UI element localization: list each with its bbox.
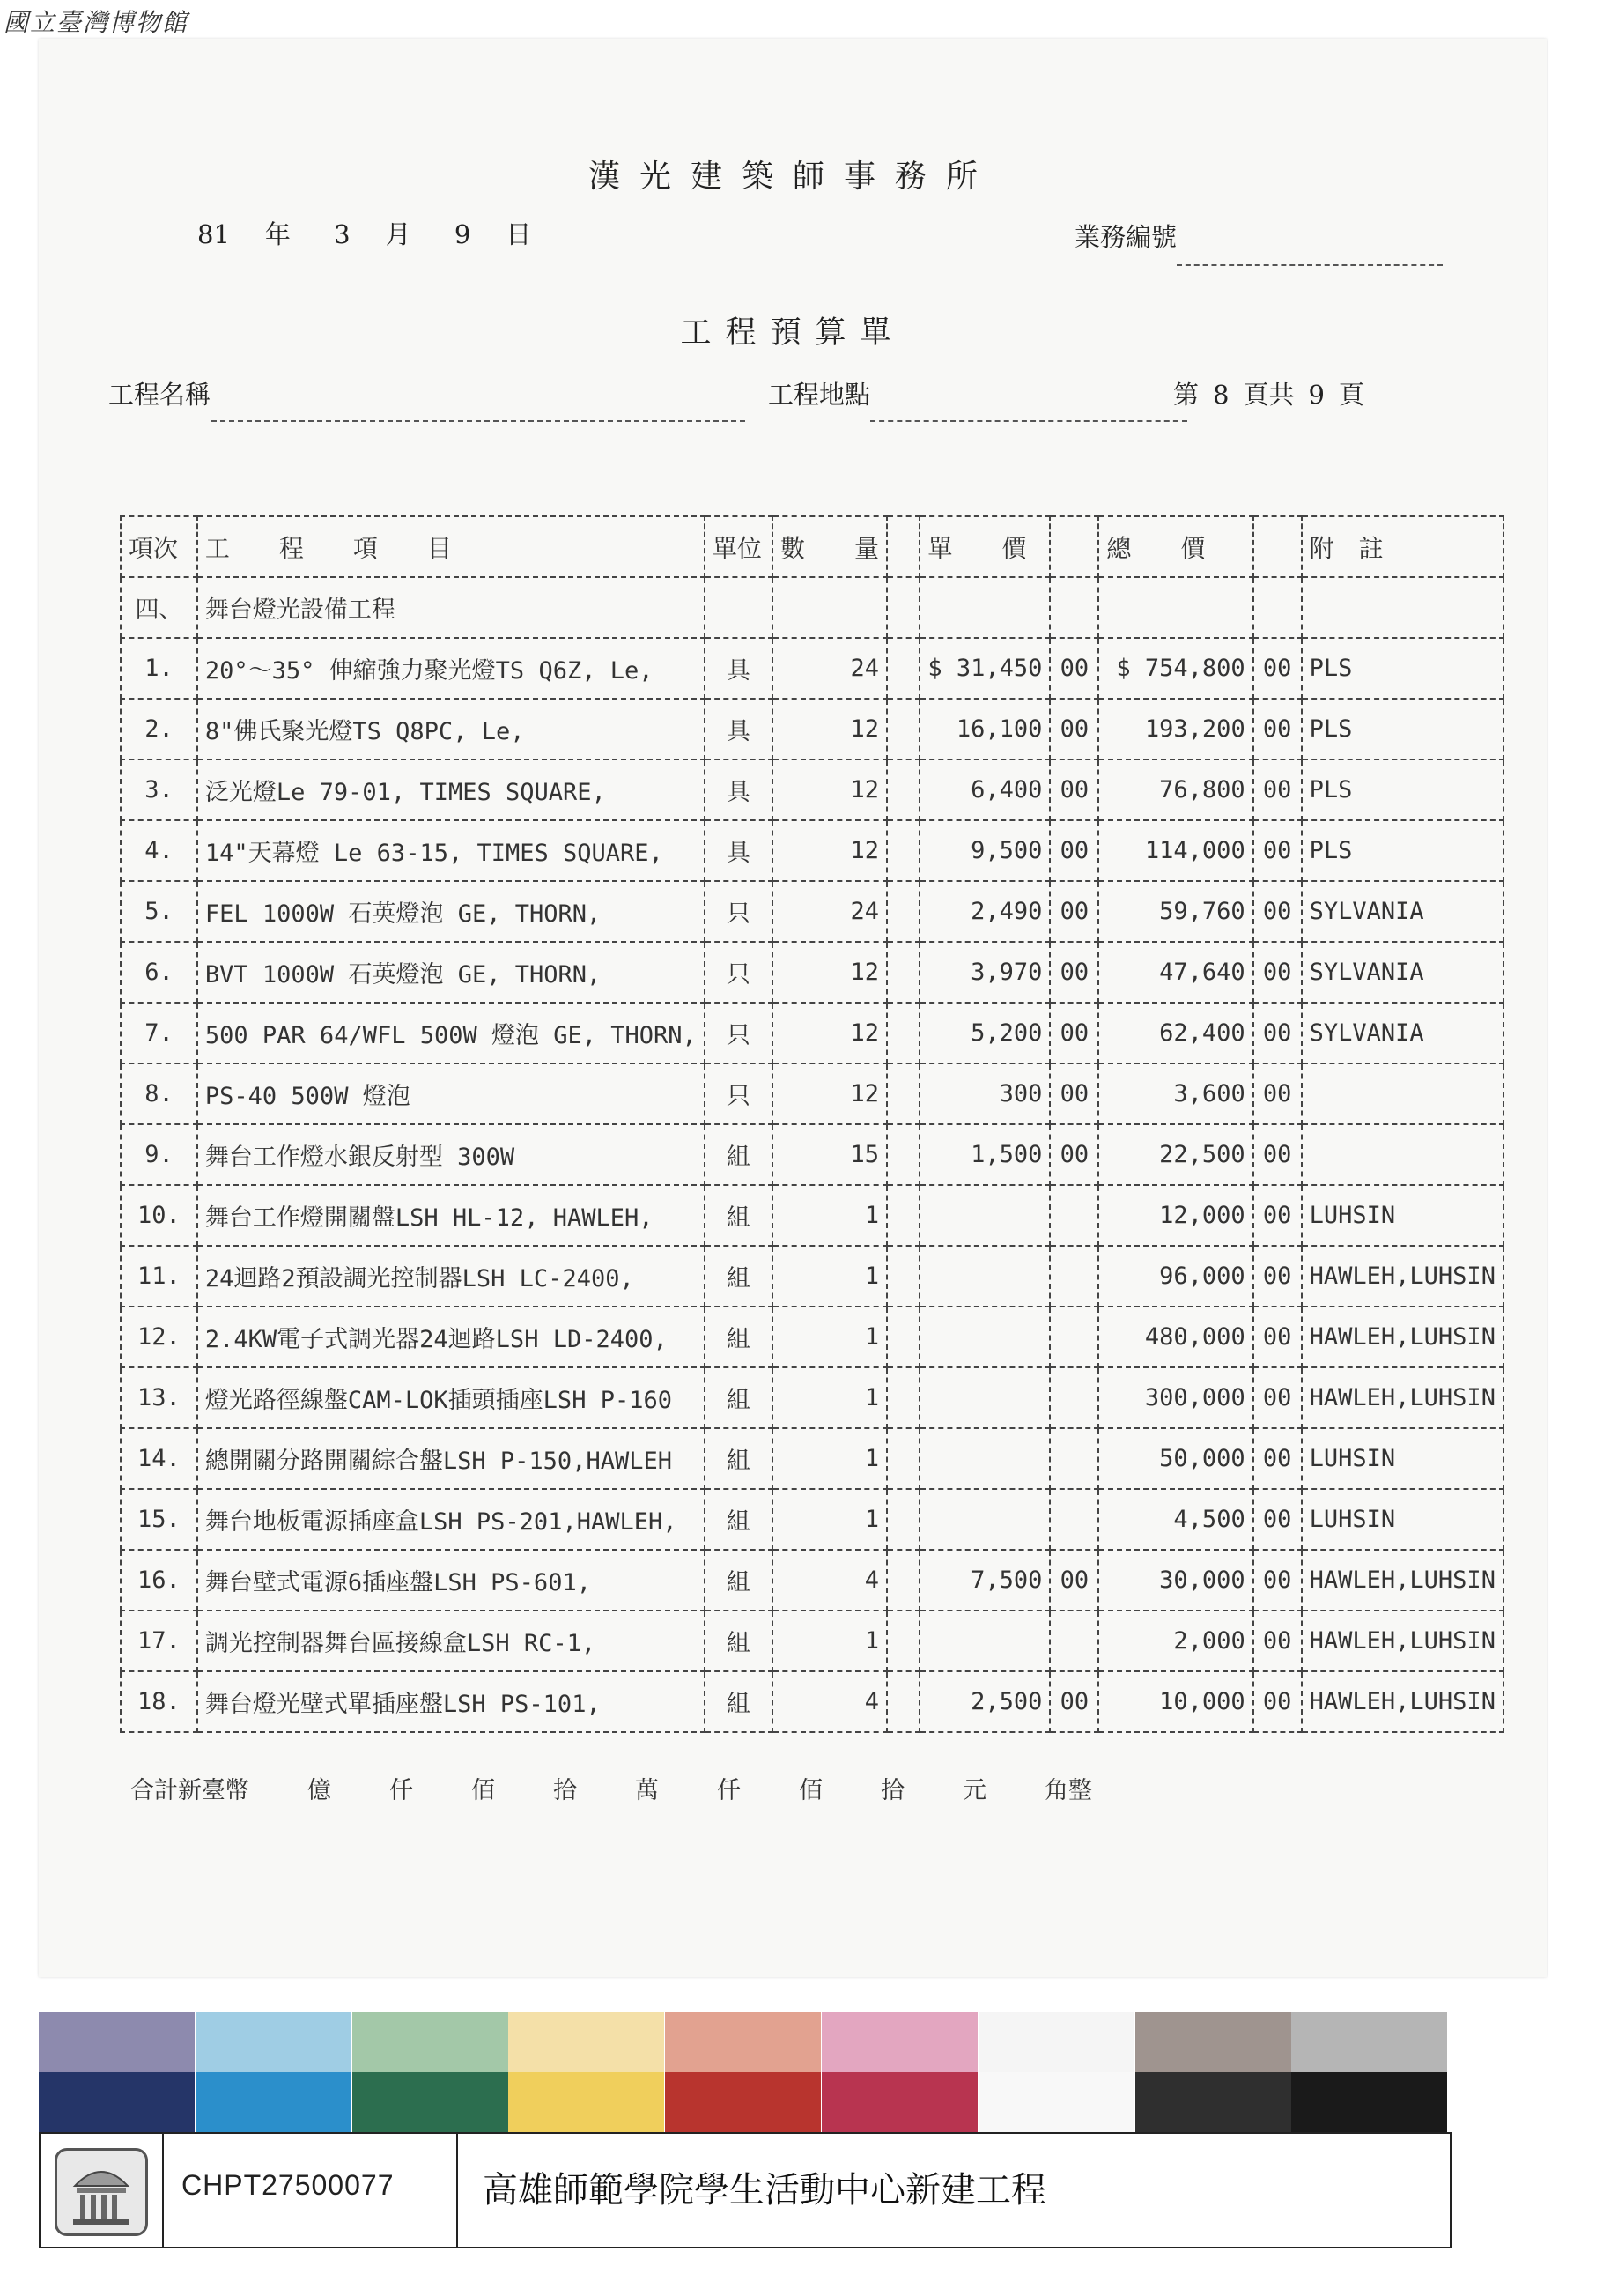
table-row [121, 1671, 1503, 1732]
row-unit-price: 6,400 [920, 759, 1050, 820]
page-prefix: 第 [1173, 380, 1200, 410]
row-qty: 24 [772, 638, 887, 699]
row-unit-price: 1,500 [920, 1124, 1050, 1185]
color-swatch [979, 2072, 1134, 2132]
row-qty: 1 [772, 1246, 887, 1307]
row-note: HAWLEH,LUHSIN [1302, 1307, 1503, 1367]
museum-building-icon [55, 2148, 148, 2236]
row-unit: 組 [705, 1428, 772, 1489]
row-unit: 組 [705, 1671, 772, 1732]
color-swatch [196, 2072, 351, 2132]
row-total: 3,600 [1098, 1063, 1252, 1124]
total-unit-label: 角整 [1045, 1777, 1092, 1804]
document-title: 工程預算單 [680, 315, 905, 351]
row-unit-price-cents [1050, 1611, 1098, 1671]
date-day: 9 [454, 219, 471, 249]
row-total-cents: 00 [1253, 638, 1302, 699]
row-unit: 只 [705, 1003, 772, 1063]
row-unit-price-cents [1050, 1246, 1098, 1307]
row-qty: 12 [772, 820, 887, 881]
empty-cell [1050, 577, 1098, 638]
row-item: 調光控制器舞台區接線盒LSH RC-1, [197, 1611, 705, 1671]
museum-logo [41, 2134, 164, 2247]
row-total-cents: 00 [1253, 1003, 1302, 1063]
date-day-label: 日 [506, 219, 532, 249]
row-qty-spacer [887, 759, 920, 820]
row-unit-price: 16,100 [920, 699, 1050, 759]
row-total: 10,000 [1098, 1671, 1252, 1732]
page-current: 8 [1213, 380, 1230, 410]
page-info [1173, 375, 1378, 411]
row-qty-spacer [887, 1550, 920, 1611]
row-item: 14"天幕燈 Le 63-15, TIMES SQUARE, [197, 820, 705, 881]
row-qty: 4 [772, 1550, 887, 1611]
table-row [121, 881, 1503, 942]
header-total-cents [1253, 516, 1302, 577]
row-item: 總開關分路開關綜合盤LSH P-150,HAWLEH [197, 1428, 705, 1489]
table-row [121, 1246, 1503, 1307]
row-item: 舞台壁式電源6插座盤LSH PS-601, [197, 1550, 705, 1611]
date-month-label: 月 [385, 219, 411, 249]
color-swatch [822, 2072, 978, 2132]
color-swatch [979, 2012, 1134, 2072]
firm-name: 漢光建築師事務所 [587, 159, 997, 195]
row-total-cents: 00 [1253, 1550, 1302, 1611]
empty-cell [705, 577, 772, 638]
row-no: 12. [121, 1307, 197, 1367]
table-row [121, 1003, 1503, 1063]
row-total-cents: 00 [1253, 1063, 1302, 1124]
color-swatch [39, 2072, 195, 2132]
row-unit-price-cents [1050, 1307, 1098, 1367]
row-unit-price: 7,500 [920, 1550, 1050, 1611]
row-total-cents: 00 [1253, 1124, 1302, 1185]
color-swatch [665, 2012, 821, 2072]
total-unit-label: 仟 [389, 1777, 413, 1804]
color-swatch [1291, 2072, 1447, 2132]
budget-table [120, 515, 1504, 1733]
row-qty: 15 [772, 1124, 887, 1185]
row-unit: 具 [705, 820, 772, 881]
row-item: FEL 1000W 石英燈泡 GE, THORN, [197, 881, 705, 942]
row-unit-price [920, 1611, 1050, 1671]
row-unit-price [920, 1246, 1050, 1307]
total-unit-label: 億 [307, 1777, 331, 1804]
row-unit: 具 [705, 759, 772, 820]
row-no: 15. [121, 1489, 197, 1550]
row-unit-price-cents: 00 [1050, 1550, 1098, 1611]
total-unit-label: 仟 [717, 1777, 741, 1804]
row-qty-spacer [887, 942, 920, 1003]
table-row [121, 942, 1503, 1003]
row-qty: 1 [772, 1489, 887, 1550]
row-unit-price: $ 31,450 [920, 638, 1050, 699]
row-note: PLS [1302, 699, 1503, 759]
archive-code: CHPT27500077 [181, 2169, 395, 2201]
section-row [121, 577, 1503, 638]
row-unit-price [920, 1367, 1050, 1428]
table-row [121, 1550, 1503, 1611]
row-qty-spacer [887, 1489, 920, 1550]
section-title: 舞台燈光設備工程 [197, 577, 705, 638]
row-total-cents: 00 [1253, 820, 1302, 881]
row-unit-price-cents [1050, 1367, 1098, 1428]
row-qty-spacer [887, 699, 920, 759]
row-item: BVT 1000W 石英燈泡 GE, THORN, [197, 942, 705, 1003]
budget-sheet [39, 39, 1547, 1977]
row-unit-price [920, 1307, 1050, 1367]
document-date [197, 215, 566, 251]
row-qty-spacer [887, 1185, 920, 1246]
row-total-cents: 00 [1253, 1611, 1302, 1671]
row-item: 20°～35° 伸縮強力聚光燈TS Q6Z, Le, [197, 638, 705, 699]
row-qty: 1 [772, 1307, 887, 1367]
date-year-label: 年 [264, 219, 291, 249]
project-location-field [870, 420, 1187, 422]
date-year: 81 [197, 219, 230, 249]
row-unit-price: 5,200 [920, 1003, 1050, 1063]
row-total: $ 754,800 [1098, 638, 1252, 699]
header-total: 總 價 [1098, 516, 1252, 577]
row-unit-price [920, 1489, 1050, 1550]
row-total-cents: 00 [1253, 759, 1302, 820]
empty-cell [1098, 577, 1252, 638]
row-note: LUHSIN [1302, 1185, 1503, 1246]
row-qty-spacer [887, 1611, 920, 1671]
row-qty: 1 [772, 1367, 887, 1428]
row-total: 114,000 [1098, 820, 1252, 881]
row-note: SYLVANIA [1302, 1003, 1503, 1063]
row-total: 62,400 [1098, 1003, 1252, 1063]
page-suffix: 頁 [1338, 380, 1364, 410]
row-unit-price-cents: 00 [1050, 759, 1098, 820]
row-item: 舞台地板電源插座盒LSH PS-201,HAWLEH, [197, 1489, 705, 1550]
archive-label [39, 2132, 1452, 2248]
row-qty-spacer [887, 1367, 920, 1428]
row-unit: 組 [705, 1367, 772, 1428]
row-total: 47,640 [1098, 942, 1252, 1003]
table-row [121, 1185, 1503, 1246]
row-unit-price: 2,490 [920, 881, 1050, 942]
row-unit: 組 [705, 1489, 772, 1550]
row-note: PLS [1302, 820, 1503, 881]
row-item: PS-40 500W 燈泡 [197, 1063, 705, 1124]
row-unit-price-cents: 00 [1050, 638, 1098, 699]
project-name-field [211, 420, 745, 422]
color-swatch [1135, 2072, 1291, 2132]
row-qty-spacer [887, 881, 920, 942]
row-total: 300,000 [1098, 1367, 1252, 1428]
row-total-cents: 00 [1253, 1307, 1302, 1367]
row-item: 2.4KW電子式調光器24迴路LSH LD-2400, [197, 1307, 705, 1367]
row-unit-price [920, 1428, 1050, 1489]
table-row [121, 1428, 1503, 1489]
museum-watermark: 國立臺灣博物館 [4, 8, 189, 37]
row-total-cents: 00 [1253, 1246, 1302, 1307]
row-total-cents: 00 [1253, 699, 1302, 759]
color-swatch [665, 2072, 821, 2132]
total-amount-line [130, 1771, 1150, 1805]
row-unit-price-cents: 00 [1050, 881, 1098, 942]
color-swatch [196, 2012, 351, 2072]
row-unit-price-cents [1050, 1428, 1098, 1489]
section-no: 四、 [121, 577, 197, 638]
row-no: 5. [121, 881, 197, 942]
row-no: 17. [121, 1611, 197, 1671]
color-swatch [352, 2012, 508, 2072]
row-no: 11. [121, 1246, 197, 1307]
color-swatch [508, 2072, 664, 2132]
row-note: PLS [1302, 638, 1503, 699]
row-unit-price [920, 1185, 1050, 1246]
page-total: 9 [1308, 380, 1325, 410]
row-qty: 12 [772, 942, 887, 1003]
row-total: 4,500 [1098, 1489, 1252, 1550]
row-no: 10. [121, 1185, 197, 1246]
table-row [121, 820, 1503, 881]
row-total-cents: 00 [1253, 1367, 1302, 1428]
row-unit-price-cents: 00 [1050, 820, 1098, 881]
row-no: 18. [121, 1671, 197, 1732]
row-total-cents: 00 [1253, 942, 1302, 1003]
row-item: 500 PAR 64/WFL 500W 燈泡 GE, THORN, [197, 1003, 705, 1063]
row-note: HAWLEH,LUHSIN [1302, 1671, 1503, 1732]
row-item: 燈光路徑線盤CAM-LOK插頭插座LSH P-160 [197, 1367, 705, 1428]
row-unit-price-cents: 00 [1050, 699, 1098, 759]
row-note: PLS [1302, 759, 1503, 820]
page-mid: 頁共 [1243, 380, 1295, 410]
row-unit: 組 [705, 1611, 772, 1671]
date-month: 3 [334, 219, 351, 249]
empty-cell [920, 577, 1050, 638]
row-total: 480,000 [1098, 1307, 1252, 1367]
row-unit: 具 [705, 638, 772, 699]
empty-cell [1302, 577, 1503, 638]
color-swatch [1135, 2012, 1291, 2072]
row-unit-price-cents: 00 [1050, 1003, 1098, 1063]
row-qty: 12 [772, 1063, 887, 1124]
row-qty: 1 [772, 1185, 887, 1246]
row-qty-spacer [887, 1063, 920, 1124]
row-unit-price: 2,500 [920, 1671, 1050, 1732]
empty-cell [772, 577, 887, 638]
project-name-label: 工程名稱 [108, 380, 211, 410]
total-unit-label: 合計新臺幣 [130, 1777, 249, 1804]
header-item: 工 程 項 目 [197, 516, 705, 577]
row-no: 2. [121, 699, 197, 759]
row-unit: 組 [705, 1124, 772, 1185]
row-total-cents: 00 [1253, 1671, 1302, 1732]
row-qty-spacer [887, 820, 920, 881]
row-total: 59,760 [1098, 881, 1252, 942]
row-note: LUHSIN [1302, 1489, 1503, 1550]
header-unit-price: 單 價 [920, 516, 1050, 577]
row-total-cents: 00 [1253, 1185, 1302, 1246]
row-unit: 只 [705, 942, 772, 1003]
row-no: 1. [121, 638, 197, 699]
row-unit: 只 [705, 1063, 772, 1124]
row-total: 12,000 [1098, 1185, 1252, 1246]
total-unit-label: 佰 [799, 1777, 823, 1804]
row-no: 3. [121, 759, 197, 820]
total-unit-label: 元 [963, 1777, 986, 1804]
row-unit: 組 [705, 1550, 772, 1611]
archive-project-title: 高雄師範學院學生活動中心新建工程 [483, 2170, 1046, 2211]
row-qty: 12 [772, 759, 887, 820]
table-row [121, 1063, 1503, 1124]
row-unit: 組 [705, 1307, 772, 1367]
header-no: 項次 [121, 516, 197, 577]
table-row [121, 1307, 1503, 1367]
header-qty: 數 量 [772, 516, 887, 577]
row-note: SYLVANIA [1302, 942, 1503, 1003]
row-item: 泛光燈Le 79-01, TIMES SQUARE, [197, 759, 705, 820]
row-unit-price-cents: 00 [1050, 1063, 1098, 1124]
row-qty: 12 [772, 699, 887, 759]
row-item: 舞台工作燈水銀反射型 300W [197, 1124, 705, 1185]
header-unit-price-cents [1050, 516, 1098, 577]
label-divider [456, 2134, 458, 2247]
row-unit-price-cents: 00 [1050, 1671, 1098, 1732]
row-no: 16. [121, 1550, 197, 1611]
row-no: 7. [121, 1003, 197, 1063]
color-swatch [352, 2072, 508, 2132]
row-total: 193,200 [1098, 699, 1252, 759]
row-note: HAWLEH,LUHSIN [1302, 1611, 1503, 1671]
empty-cell [1253, 577, 1302, 638]
header-note: 附 註 [1302, 516, 1503, 577]
row-item: 24迴路2預設調光控制器LSH LC-2400, [197, 1246, 705, 1307]
row-no: 4. [121, 820, 197, 881]
table-row [121, 1367, 1503, 1428]
row-unit-price: 300 [920, 1063, 1050, 1124]
color-swatch [508, 2012, 664, 2072]
row-unit: 組 [705, 1246, 772, 1307]
row-total-cents: 00 [1253, 1428, 1302, 1489]
row-qty-spacer [887, 1428, 920, 1489]
row-total-cents: 00 [1253, 881, 1302, 942]
row-no: 6. [121, 942, 197, 1003]
row-qty-spacer [887, 638, 920, 699]
row-unit-price: 9,500 [920, 820, 1050, 881]
row-qty: 1 [772, 1428, 887, 1489]
table-row [121, 759, 1503, 820]
row-unit: 只 [705, 881, 772, 942]
total-unit-label: 佰 [471, 1777, 495, 1804]
table-row [121, 638, 1503, 699]
color-swatch [822, 2012, 978, 2072]
total-unit-label: 拾 [553, 1777, 577, 1804]
header-qty-spacer [887, 516, 920, 577]
project-location-label: 工程地點 [768, 380, 871, 410]
row-note [1302, 1124, 1503, 1185]
row-note: HAWLEH,LUHSIN [1302, 1367, 1503, 1428]
row-unit-price-cents: 00 [1050, 942, 1098, 1003]
row-total: 50,000 [1098, 1428, 1252, 1489]
table-row [121, 699, 1503, 759]
row-no: 13. [121, 1367, 197, 1428]
row-total-cents: 00 [1253, 1489, 1302, 1550]
row-qty-spacer [887, 1246, 920, 1307]
business-number-label: 業務編號 [1075, 222, 1178, 252]
row-total: 30,000 [1098, 1550, 1252, 1611]
row-note [1302, 1063, 1503, 1124]
table-row [121, 1124, 1503, 1185]
row-unit: 具 [705, 699, 772, 759]
empty-cell [887, 577, 920, 638]
row-note: SYLVANIA [1302, 881, 1503, 942]
row-total: 2,000 [1098, 1611, 1252, 1671]
total-unit-label: 萬 [635, 1777, 659, 1804]
row-qty: 4 [772, 1671, 887, 1732]
row-no: 8. [121, 1063, 197, 1124]
row-qty: 1 [772, 1611, 887, 1671]
row-qty: 12 [772, 1003, 887, 1063]
row-qty-spacer [887, 1307, 920, 1367]
row-qty-spacer [887, 1124, 920, 1185]
row-qty-spacer [887, 1671, 920, 1732]
row-qty-spacer [887, 1003, 920, 1063]
total-unit-label: 拾 [881, 1777, 905, 1804]
header-unit: 單位 [705, 516, 772, 577]
row-unit-price-cents [1050, 1185, 1098, 1246]
row-total: 96,000 [1098, 1246, 1252, 1307]
row-item: 舞台工作燈開關盤LSH HL-12, HAWLEH, [197, 1185, 705, 1246]
row-no: 9. [121, 1124, 197, 1185]
color-calibration-chart [39, 2012, 1448, 2132]
row-no: 14. [121, 1428, 197, 1489]
row-qty: 24 [772, 881, 887, 942]
color-swatch [39, 2012, 195, 2072]
row-unit-price-cents [1050, 1489, 1098, 1550]
row-item: 8"佛氏聚光燈TS Q8PC, Le, [197, 699, 705, 759]
row-unit-price-cents: 00 [1050, 1124, 1098, 1185]
row-note: HAWLEH,LUHSIN [1302, 1246, 1503, 1307]
row-unit: 組 [705, 1185, 772, 1246]
row-note: LUHSIN [1302, 1428, 1503, 1489]
color-swatch [1291, 2012, 1447, 2072]
table-row [121, 1611, 1503, 1671]
row-unit-price: 3,970 [920, 942, 1050, 1003]
row-total: 22,500 [1098, 1124, 1252, 1185]
row-total: 76,800 [1098, 759, 1252, 820]
row-item: 舞台燈光壁式單插座盤LSH PS-101, [197, 1671, 705, 1732]
table-header-row [121, 516, 1503, 577]
row-note: HAWLEH,LUHSIN [1302, 1550, 1503, 1611]
table-row [121, 1489, 1503, 1550]
business-number-field [1177, 264, 1443, 266]
